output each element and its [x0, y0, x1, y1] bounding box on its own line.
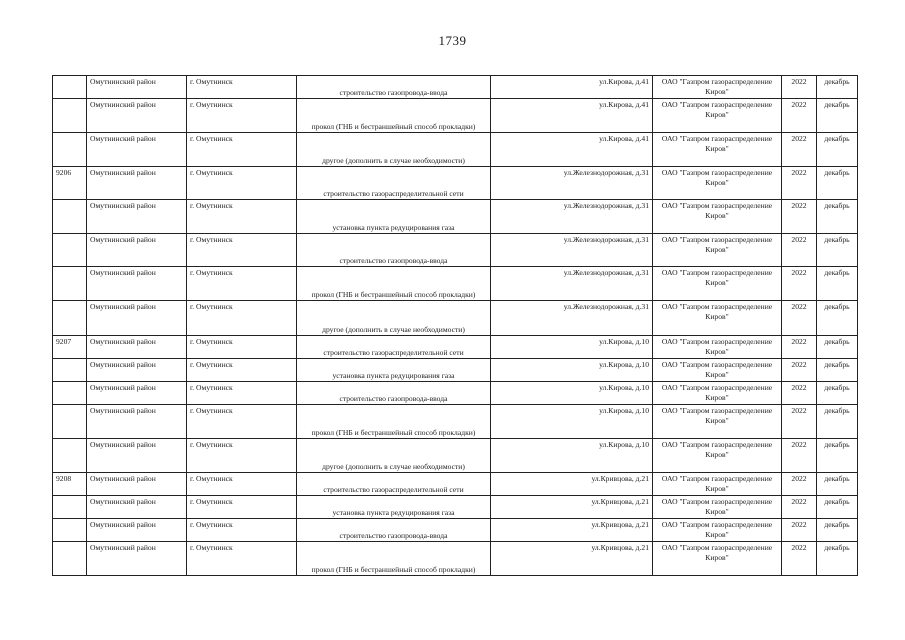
year-cell: 2022	[782, 542, 817, 576]
month-cell: декабрь	[817, 99, 858, 133]
address-cell: ул.Кирова, д.10	[491, 405, 653, 439]
address-cell: ул.Кривцова, д.21	[491, 542, 653, 576]
row-number	[53, 496, 87, 519]
district-cell: Омутнинский район	[87, 267, 187, 301]
year-cell: 2022	[782, 473, 817, 496]
address-cell: ул.Кирова, д.10	[491, 439, 653, 473]
city-cell: г. Омутнинск	[187, 382, 297, 405]
row-number: 9206	[53, 167, 87, 200]
year-cell: 2022	[782, 301, 817, 336]
address-cell: ул.Железнодорожная, д.31	[491, 301, 653, 336]
work-type-cell: строительство газопровода-ввода	[297, 519, 491, 542]
organization-cell: ОАО "Газпром газораспределение Киров"	[653, 234, 782, 267]
year-cell: 2022	[782, 496, 817, 519]
district-cell: Омутнинский район	[87, 405, 187, 439]
district-cell: Омутнинский район	[87, 336, 187, 359]
year-cell: 2022	[782, 405, 817, 439]
month-cell: декабрь	[817, 200, 858, 234]
address-cell: ул.Кирова, д.41	[491, 133, 653, 167]
district-cell: Омутнинский район	[87, 519, 187, 542]
work-type-cell: строительство газораспределительной сети	[297, 336, 491, 359]
row-number	[53, 267, 87, 301]
year-cell: 2022	[782, 267, 817, 301]
row-number	[53, 542, 87, 576]
work-type-cell: другое (дополнить в случае необходимости)	[297, 439, 491, 473]
city-cell: г. Омутнинск	[187, 133, 297, 167]
city-cell: г. Омутнинск	[187, 234, 297, 267]
organization-cell: ОАО "Газпром газораспределение Киров"	[653, 519, 782, 542]
year-cell: 2022	[782, 359, 817, 382]
table-row	[53, 542, 858, 576]
month-cell: декабрь	[817, 542, 858, 576]
year-cell: 2022	[782, 133, 817, 167]
row-number	[53, 405, 87, 439]
city-cell: г. Омутнинск	[187, 473, 297, 496]
organization-cell: ОАО "Газпром газораспределение Киров"	[653, 359, 782, 382]
organization-cell: ОАО "Газпром газораспределение Киров"	[653, 405, 782, 439]
district-cell: Омутнинский район	[87, 382, 187, 405]
year-cell: 2022	[782, 167, 817, 200]
organization-cell: ОАО "Газпром газораспределение Киров"	[653, 439, 782, 473]
month-cell: декабрь	[817, 359, 858, 382]
table-row	[53, 439, 858, 473]
month-cell: декабрь	[817, 519, 858, 542]
organization-cell: ОАО "Газпром газораспределение Киров"	[653, 76, 782, 99]
organization-cell: ОАО "Газпром газораспределение Киров"	[653, 301, 782, 336]
district-cell: Омутнинский район	[87, 439, 187, 473]
work-type-cell: другое (дополнить в случае необходимости)	[297, 133, 491, 167]
address-cell: ул.Железнодорожная, д.31	[491, 234, 653, 267]
table-row	[53, 301, 858, 336]
city-cell: г. Омутнинск	[187, 519, 297, 542]
month-cell: декабрь	[817, 301, 858, 336]
year-cell: 2022	[782, 200, 817, 234]
organization-cell: ОАО "Газпром газораспределение Киров"	[653, 542, 782, 576]
table-row	[53, 234, 858, 267]
table-row	[53, 267, 858, 301]
work-type-cell: прокол (ГНБ и бестраншейный способ прокладки)	[297, 99, 491, 133]
city-cell: г. Омутнинск	[187, 496, 297, 519]
city-cell: г. Омутнинск	[187, 542, 297, 576]
month-cell: декабрь	[817, 405, 858, 439]
city-cell: г. Омутнинск	[187, 301, 297, 336]
district-cell: Омутнинский район	[87, 200, 187, 234]
table-row	[53, 405, 858, 439]
table-row	[53, 76, 858, 99]
address-cell: ул.Кривцова, д.21	[491, 496, 653, 519]
row-number: 9208	[53, 473, 87, 496]
district-cell: Омутнинский район	[87, 473, 187, 496]
year-cell: 2022	[782, 439, 817, 473]
city-cell: г. Омутнинск	[187, 405, 297, 439]
address-cell: ул.Кирова, д.10	[491, 336, 653, 359]
city-cell: г. Омутнинск	[187, 167, 297, 200]
organization-cell: ОАО "Газпром газораспределение Киров"	[653, 133, 782, 167]
work-type-cell: строительство газопровода-ввода	[297, 234, 491, 267]
month-cell: декабрь	[817, 167, 858, 200]
district-cell: Омутнинский район	[87, 496, 187, 519]
table-row	[53, 519, 858, 542]
organization-cell: ОАО "Газпром газораспределение Киров"	[653, 496, 782, 519]
work-type-cell: строительство газораспределительной сети	[297, 167, 491, 200]
row-number	[53, 301, 87, 336]
organization-cell: ОАО "Газпром газораспределение Киров"	[653, 200, 782, 234]
year-cell: 2022	[782, 336, 817, 359]
address-cell: ул.Железнодорожная, д.31	[491, 167, 653, 200]
district-cell: Омутнинский район	[87, 133, 187, 167]
year-cell: 2022	[782, 99, 817, 133]
organization-cell: ОАО "Газпром газораспределение Киров"	[653, 473, 782, 496]
year-cell: 2022	[782, 519, 817, 542]
district-cell: Омутнинский район	[87, 301, 187, 336]
month-cell: декабрь	[817, 234, 858, 267]
address-cell: ул.Кирова, д.41	[491, 76, 653, 99]
table-row	[53, 382, 858, 405]
month-cell: декабрь	[817, 133, 858, 167]
month-cell: декабрь	[817, 439, 858, 473]
work-type-cell: прокол (ГНБ и бестраншейный способ прокладки)	[297, 542, 491, 576]
organization-cell: ОАО "Газпром газораспределение Киров"	[653, 167, 782, 200]
district-cell: Омутнинский район	[87, 99, 187, 133]
address-cell: ул.Железнодорожная, д.31	[491, 267, 653, 301]
row-number	[53, 382, 87, 405]
table-row	[53, 133, 858, 167]
row-number	[53, 439, 87, 473]
district-cell: Омутнинский район	[87, 234, 187, 267]
row-number	[53, 519, 87, 542]
month-cell: декабрь	[817, 336, 858, 359]
address-cell: ул.Кирова, д.10	[491, 359, 653, 382]
row-number	[53, 99, 87, 133]
work-type-cell: установка пункта редуцирования газа	[297, 200, 491, 234]
district-cell: Омутнинский район	[87, 542, 187, 576]
district-cell: Омутнинский район	[87, 359, 187, 382]
year-cell: 2022	[782, 234, 817, 267]
table-row	[53, 473, 858, 496]
table-row	[53, 99, 858, 133]
page-number: 1739	[438, 33, 467, 48]
work-type-cell: другое (дополнить в случае необходимости)	[297, 301, 491, 336]
year-cell: 2022	[782, 382, 817, 405]
table-row	[53, 496, 858, 519]
table-row	[53, 336, 858, 359]
organization-cell: ОАО "Газпром газораспределение Киров"	[653, 99, 782, 133]
address-cell: ул.Железнодорожная, д.31	[491, 200, 653, 234]
month-cell: декабрь	[817, 76, 858, 99]
table-row	[53, 200, 858, 234]
address-cell: ул.Кривцова, д.21	[491, 473, 653, 496]
address-cell: ул.Кривцова, д.21	[491, 519, 653, 542]
month-cell: декабрь	[817, 267, 858, 301]
table-body	[53, 76, 858, 576]
works-table	[52, 75, 858, 576]
city-cell: г. Омутнинск	[187, 76, 297, 99]
city-cell: г. Омутнинск	[187, 336, 297, 359]
city-cell: г. Омутнинск	[187, 200, 297, 234]
organization-cell: ОАО "Газпром газораспределение Киров"	[653, 382, 782, 405]
work-type-cell: установка пункта редуцирования газа	[297, 496, 491, 519]
organization-cell: ОАО "Газпром газораспределение Киров"	[653, 267, 782, 301]
work-type-cell: строительство газораспределительной сети	[297, 473, 491, 496]
year-cell: 2022	[782, 76, 817, 99]
city-cell: г. Омутнинск	[187, 99, 297, 133]
district-cell: Омутнинский район	[87, 167, 187, 200]
work-type-cell: установка пункта редуцирования газа	[297, 359, 491, 382]
city-cell: г. Омутнинск	[187, 359, 297, 382]
address-cell: ул.Кирова, д.41	[491, 99, 653, 133]
row-number	[53, 76, 87, 99]
work-type-cell: строительство газопровода-ввода	[297, 76, 491, 99]
district-cell: Омутнинский район	[87, 76, 187, 99]
table-row	[53, 359, 858, 382]
row-number	[53, 234, 87, 267]
organization-cell: ОАО "Газпром газораспределение Киров"	[653, 336, 782, 359]
city-cell: г. Омутнинск	[187, 439, 297, 473]
address-cell: ул.Кирова, д.10	[491, 382, 653, 405]
work-type-cell: строительство газопровода-ввода	[297, 382, 491, 405]
month-cell: декабрь	[817, 382, 858, 405]
row-number	[53, 359, 87, 382]
work-type-cell: прокол (ГНБ и бестраншейный способ прокладки)	[297, 405, 491, 439]
work-type-cell: прокол (ГНБ и бестраншейный способ прокладки)	[297, 267, 491, 301]
city-cell: г. Омутнинск	[187, 267, 297, 301]
month-cell: декабрь	[817, 473, 858, 496]
row-number	[53, 200, 87, 234]
table-row	[53, 167, 858, 200]
row-number	[53, 133, 87, 167]
month-cell: декабрь	[817, 496, 858, 519]
row-number: 9207	[53, 336, 87, 359]
